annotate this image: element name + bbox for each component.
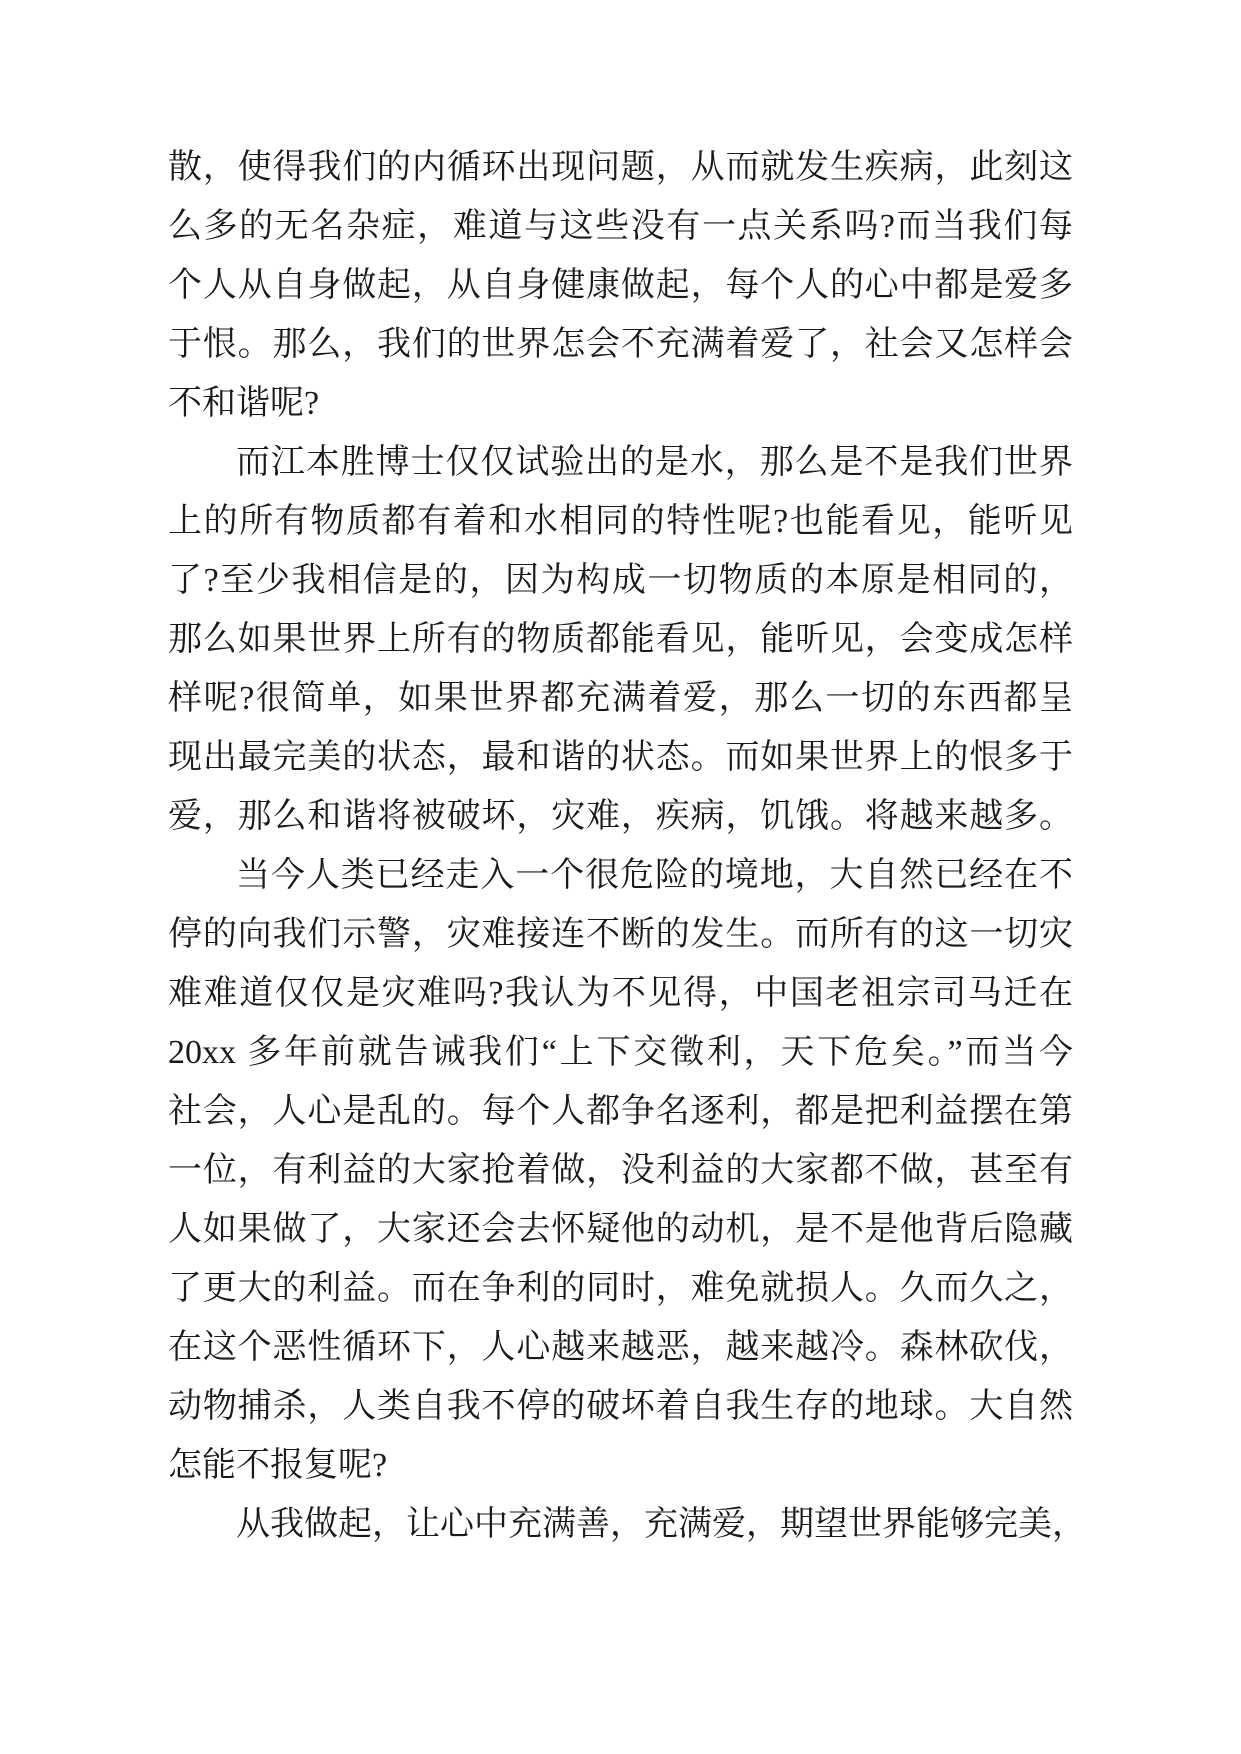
text-line: 现出最完美的状态，最和谐的状态。而如果世界上的恨多于 — [168, 739, 1073, 776]
text-line: 动物捕杀，人类自我不停的破坏着自我生存的地球。大自然 — [168, 1388, 1073, 1425]
text-line: 么多的无名杂症，难道与这些没有一点关系吗?而当我们每 — [168, 208, 1073, 245]
text-line: 散，使得我们的内循环出现问题，从而就发生疾病，此刻这 — [168, 149, 1073, 186]
document-text — [168, 138, 1086, 1554]
text-line: 于恨。那么，我们的世界怎会不充满着爱了，社会又怎样会 — [168, 326, 1073, 363]
text-line: 了更大的利益。而在争利的同时，难免就损人。久而久之， — [168, 1270, 1073, 1307]
text-line: 20xx 多年前就告诫我们“上下交徵利，天下危矣。”而当今 — [168, 1034, 1073, 1071]
text-line: 社会，人心是乱的。每个人都争名逐利，都是把利益摆在第 — [168, 1093, 1073, 1130]
text-line: 怎能不报复呢? — [168, 1447, 388, 1484]
text-line: 难难道仅仅是灾难吗?我认为不见得，中国老祖宗司马迁在 — [168, 975, 1073, 1012]
text-line: 从我做起，让心中充满善，充满爱，期望世界能够完美， — [236, 1506, 1086, 1543]
text-line: 当今人类已经走入一个很危险的境地，大自然已经在不 — [236, 857, 1073, 894]
text-line: 上的所有物质都有着和水相同的特性呢?也能看见，能听见 — [168, 503, 1073, 540]
text-line: 在这个恶性循环下，人心越来越恶，越来越冷。森林砍伐， — [168, 1329, 1073, 1366]
text-line: 了?至少我相信是的，因为构成一切物质的本原是相同的， — [168, 562, 1073, 599]
text-line: 不和谐呢? — [168, 385, 320, 422]
text-line: 人如果做了，大家还会去怀疑他的动机，是不是他背后隐藏 — [168, 1211, 1073, 1248]
text-line: 停的向我们示警，灾难接连不断的发生。而所有的这一切灾 — [168, 916, 1073, 953]
text-line: 个人从自身做起，从自身健康做起，每个人的心中都是爱多 — [168, 267, 1073, 304]
text-line: 一位，有利益的大家抢着做，没利益的大家都不做，甚至有 — [168, 1152, 1073, 1189]
text-line: 爱，那么和谐将被破坏，灾难，疾病，饥饿。将越来越多。 — [168, 798, 1073, 835]
text-line: 而江本胜博士仅仅试验出的是水，那么是不是我们世界 — [236, 444, 1073, 481]
text-line: 样呢?很简单，如果世界都充满着爱，那么一切的东西都呈 — [168, 680, 1073, 717]
text-line: 那么如果世界上所有的物质都能看见，能听见，会变成怎样 — [168, 621, 1073, 658]
